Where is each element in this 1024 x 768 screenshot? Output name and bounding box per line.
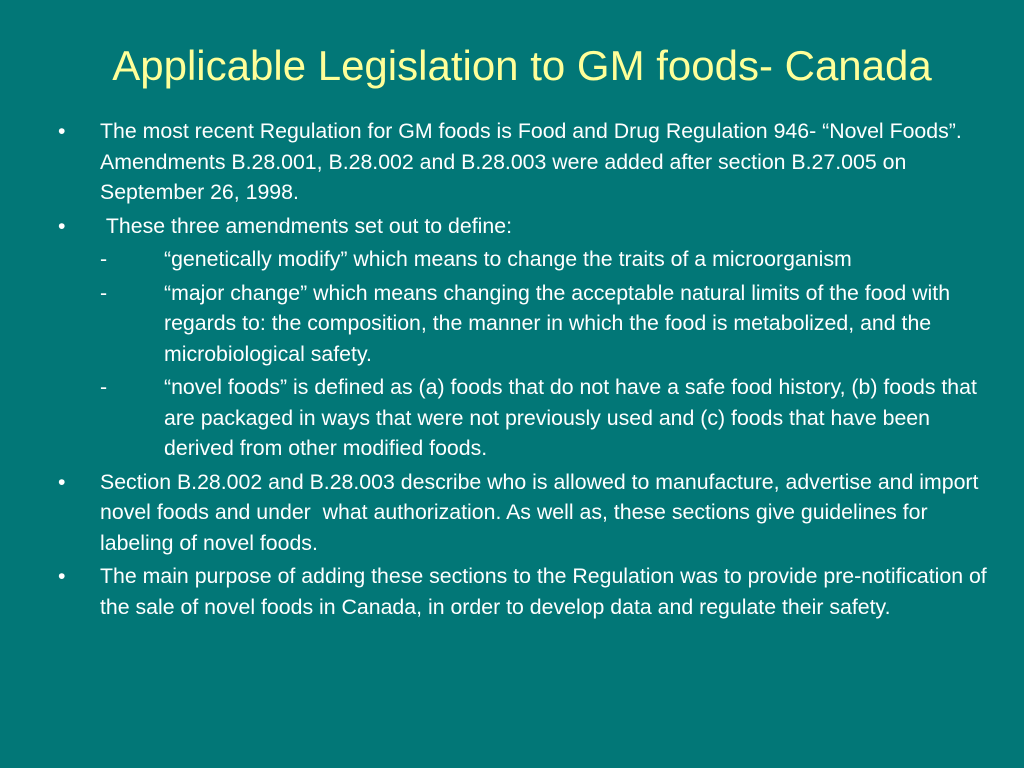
bullet-item [58, 211, 988, 242]
bullet-text: Section B.28.002 and B.28.003 describe who is allowed to manufacture, advertise and import novel foods and under what authorization. As well as, these sections give guidelines for labeling of novel foods. [100, 469, 985, 555]
bullet-text: These three amendments set out to define: [100, 213, 512, 238]
slide-title: Applicable Legislation to GM foods- Canada [112, 42, 932, 89]
bullet-item [58, 116, 988, 208]
bullet-marker: • [58, 469, 66, 494]
bullet-item [58, 467, 988, 559]
sub-bullet-marker: - [100, 280, 108, 305]
bullet-text: The most recent Regulation for GM foods is Food and Drug Regulation 946- “Novel Foods”. Amendments B.28.001, B.28.002 and B.28.003 were added after section B.27.005 on September 26, 1998. [100, 119, 962, 204]
bullet-marker: • [58, 564, 66, 588]
sub-bullet-item [58, 278, 988, 370]
sub-bullet-marker: - [100, 375, 108, 399]
sub-bullet-marker: - [100, 247, 108, 271]
bullet-marker: • [58, 119, 66, 143]
sub-bullet-text: “major change” which means changing the acceptable natural limits of the food with regards to: the composition, the manner in which the food is metabolized, and the microbiological safety. [164, 280, 951, 366]
bullet-text: The main purpose of adding these sections to the Regulation was to provide pre-notification of the sale of novel foods in Canada, in order to develop data and regulate their safety. [100, 564, 987, 619]
sub-bullet-text: “genetically modify” which means to change the traits of a microorganism [164, 247, 852, 271]
sub-bullet-text: “novel foods” is defined as (a) foods that do not have a safe food history, (b) foods that are packaged in ways that were not previously used and (c) foods that have been derived from other modified foods. [164, 375, 977, 460]
sub-bullet-item [58, 372, 988, 464]
slide-body [58, 116, 988, 625]
sub-bullet-item [58, 244, 988, 275]
bullet-item [58, 561, 988, 622]
bullet-marker: • [58, 213, 66, 238]
